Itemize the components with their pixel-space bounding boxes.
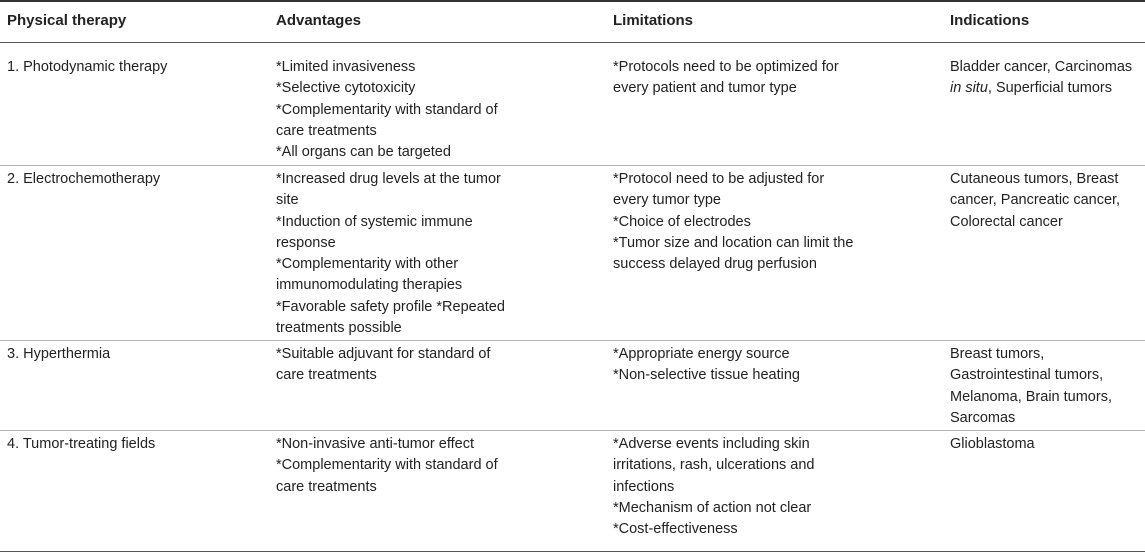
advantage-line: *Non-invasive anti-tumor effect bbox=[276, 436, 474, 452]
table-bottom-rule bbox=[0, 551, 1145, 552]
therapy-label: 2. Electrochemotherapy bbox=[7, 171, 161, 187]
indications-cell bbox=[950, 169, 1140, 233]
advantage-line: *Complementarity with standard of bbox=[276, 457, 498, 474]
limitations-cell bbox=[613, 57, 933, 100]
header-advantages: Advantages bbox=[276, 12, 362, 29]
advantages-cell bbox=[276, 344, 596, 387]
row-divider bbox=[0, 430, 1145, 431]
indication-line: Glioblastoma bbox=[950, 436, 1035, 452]
indication-line: Cutaneous tumors, Breast bbox=[950, 171, 1119, 187]
advantage-line: *Complementarity with other bbox=[276, 256, 459, 273]
limitation-line: *Choice of electrodes bbox=[613, 213, 751, 230]
indication-line: Gastrointestinal tumors, bbox=[950, 367, 1104, 384]
indication-line: Bladder cancer, Carcinomas bbox=[950, 59, 1133, 75]
indication-italic-term: in situ bbox=[950, 80, 988, 97]
therapy-name bbox=[7, 344, 257, 365]
limitation-line: *Appropriate energy source bbox=[613, 346, 790, 362]
limitations-cell bbox=[613, 434, 933, 540]
advantage-line: treatments possible bbox=[276, 320, 402, 337]
advantage-line: care treatments bbox=[276, 367, 377, 384]
advantage-line: care treatments bbox=[276, 122, 377, 139]
limitation-line: every tumor type bbox=[613, 192, 721, 209]
therapy-label: 3. Hyperthermia bbox=[7, 346, 111, 362]
indication-line: Sarcomas bbox=[950, 409, 1016, 426]
therapy-label: 1. Photodynamic therapy bbox=[7, 59, 168, 75]
therapy-name bbox=[7, 57, 257, 78]
advantage-line: *All organs can be targeted bbox=[276, 144, 451, 161]
advantages-cell bbox=[276, 434, 596, 498]
indication-line: Breast tumors, bbox=[950, 346, 1045, 362]
row-divider bbox=[0, 165, 1145, 166]
limitation-line: irritations, rash, ulcerations and bbox=[613, 457, 815, 474]
advantage-line: *Suitable adjuvant for standard of bbox=[276, 346, 491, 362]
header-indications: Indications bbox=[950, 12, 1030, 29]
limitation-line: *Cost-effectiveness bbox=[613, 521, 738, 538]
advantage-line: *Selective cytotoxicity bbox=[276, 80, 416, 97]
table-header-row bbox=[0, 12, 1145, 36]
therapy-name bbox=[7, 169, 257, 190]
advantage-line: *Favorable safety profile *Repeated bbox=[276, 298, 505, 315]
advantage-line: *Complementarity with standard of bbox=[276, 101, 498, 118]
limitations-cell bbox=[613, 344, 933, 387]
indication-line: Colorectal cancer bbox=[950, 213, 1063, 230]
indications-cell bbox=[950, 57, 1140, 100]
indication-text: , Superficial tumors bbox=[987, 80, 1112, 97]
indication-line bbox=[950, 78, 1140, 99]
limitation-line: *Mechanism of action not clear bbox=[613, 499, 812, 516]
advantage-line: response bbox=[276, 234, 336, 251]
advantage-line: immunomodulating therapies bbox=[276, 277, 463, 294]
advantage-line: *Limited invasiveness bbox=[276, 59, 416, 75]
limitation-line: *Non-selective tissue heating bbox=[613, 367, 800, 384]
table-top-rule bbox=[0, 0, 1145, 2]
advantages-cell bbox=[276, 57, 596, 163]
table-header-rule bbox=[0, 42, 1145, 43]
indications-cell bbox=[950, 434, 1140, 455]
indications-cell bbox=[950, 344, 1140, 429]
therapy-label: 4. Tumor-treating fields bbox=[7, 436, 156, 452]
row-divider bbox=[0, 340, 1145, 341]
limitation-line: success delayed drug perfusion bbox=[613, 256, 817, 273]
limitation-line: *Tumor size and location can limit the bbox=[613, 234, 854, 251]
header-physical-therapy: Physical therapy bbox=[7, 12, 127, 29]
advantage-line: care treatments bbox=[276, 478, 377, 495]
limitations-cell bbox=[613, 169, 933, 275]
therapy-name bbox=[7, 434, 257, 455]
indication-line: cancer, Pancreatic cancer, bbox=[950, 192, 1121, 209]
limitation-line: infections bbox=[613, 478, 675, 495]
advantage-line: *Increased drug levels at the tumor bbox=[276, 171, 501, 187]
header-limitations: Limitations bbox=[613, 12, 694, 29]
limitation-line: every patient and tumor type bbox=[613, 80, 797, 97]
limitation-line: *Adverse events including skin bbox=[613, 436, 810, 452]
limitation-line: *Protocols need to be optimized for bbox=[613, 59, 839, 75]
limitation-line: *Protocol need to be adjusted for bbox=[613, 171, 825, 187]
indication-line: Melanoma, Brain tumors, bbox=[950, 388, 1112, 405]
advantage-line: *Induction of systemic immune bbox=[276, 213, 473, 230]
advantage-line: site bbox=[276, 192, 299, 209]
advantages-cell bbox=[276, 169, 596, 339]
